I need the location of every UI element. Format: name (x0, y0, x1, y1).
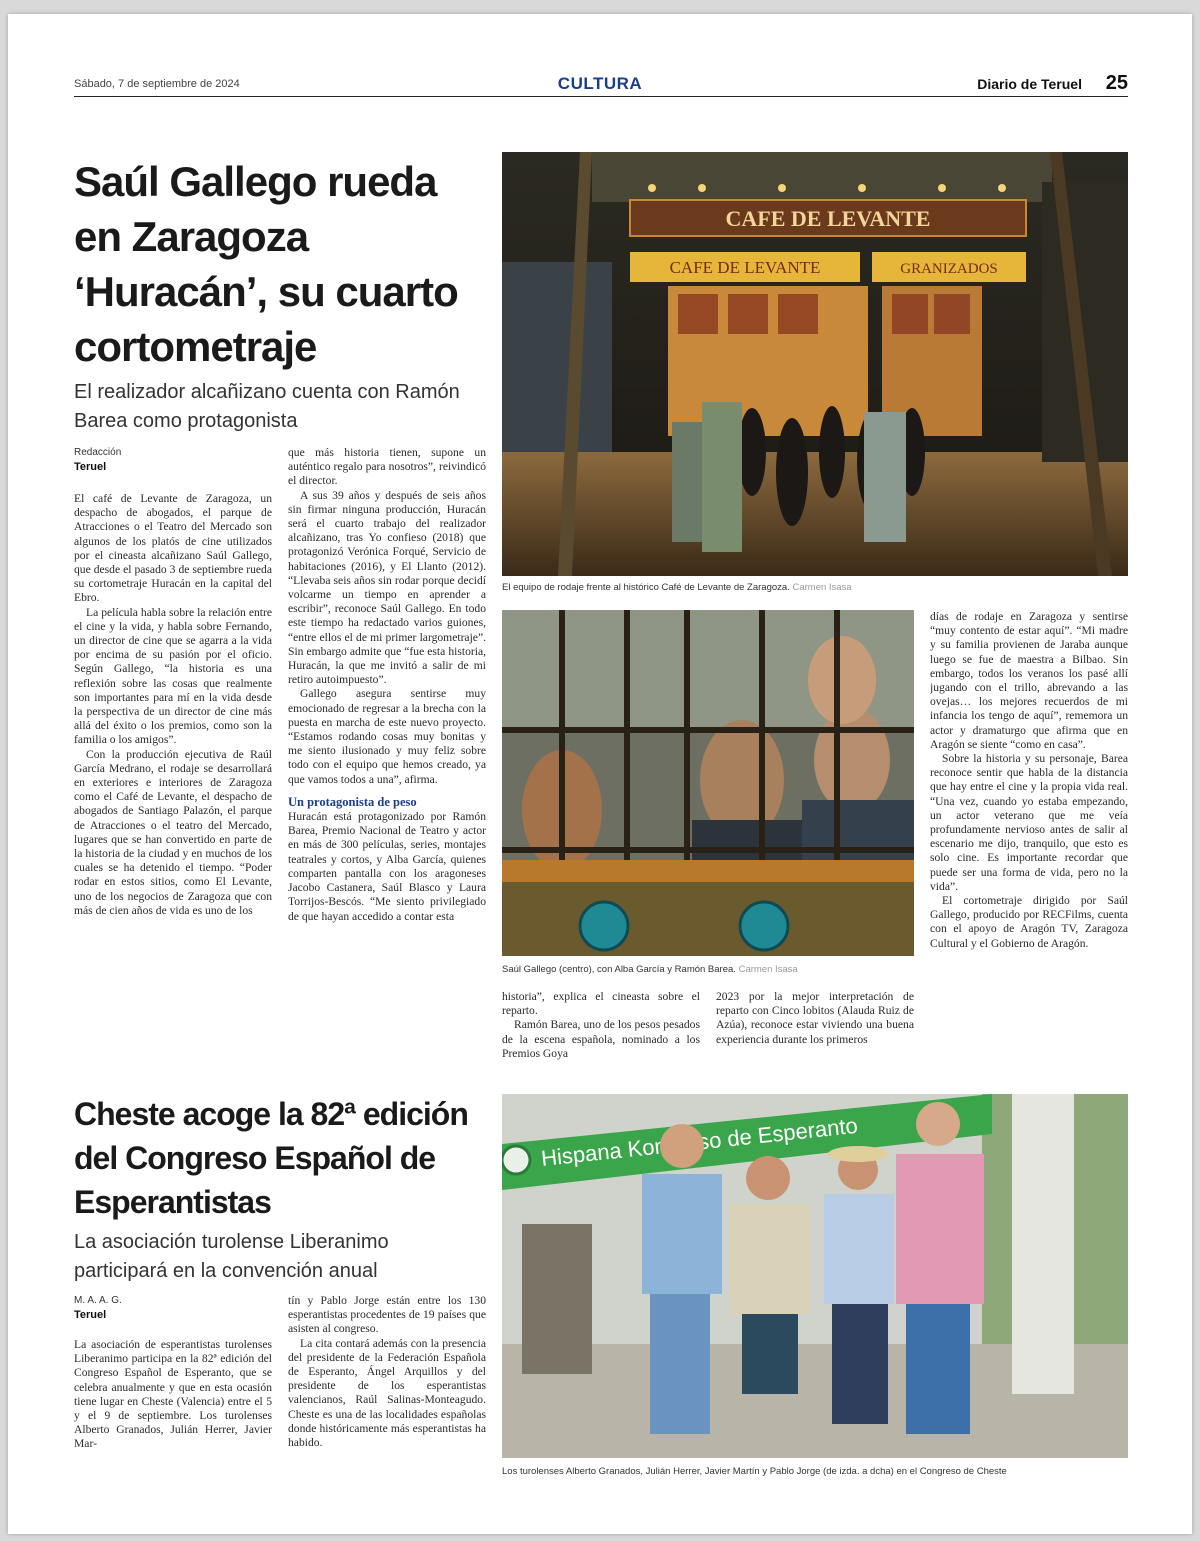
paragraph: días de rodaje en Zaragoza y sentirse “muy contento de estar aquí”. “Mi madre y su familia provienen de Jaraba aunque luego se fue de maestra a Bilbao. Sin embargo, todos los veranos los pasé allí jugando con el trillo, abrevando a las ovejas… los mejores recuerdos de mi infancia los tengo de aquí”, rememora un actor y dramaturgo que afirma que en Aragón se siente “como en casa”. (930, 610, 1128, 751)
photo-credit: Carmen Isasa (738, 964, 798, 975)
article1-column-3 (502, 990, 700, 1072)
subheading: Un protagonista de peso (288, 794, 417, 809)
byline-place: Teruel (74, 1309, 107, 1321)
cafe-photo-illustration (502, 152, 1128, 576)
article2-headline: Cheste acoge la 82ª edición del Congreso Español de Esperantistas (74, 1096, 468, 1220)
article1-column-2 (288, 446, 486, 1072)
window-photo (502, 610, 914, 956)
congress-banner-text: Hispana de Esperanto (539, 1112, 859, 1171)
paragraph: 2023 por la mejor interpretación de reparto con Cinco lobitos (Alauda Ruiz de Azúa), reconoce estar viviendo una buena experiencia durante los primeros (716, 990, 914, 1046)
article2-column-1 (74, 1338, 272, 1478)
byline-author: M. A. A. G. (74, 1295, 122, 1306)
paragraph: A sus 39 años y después de seis años sin firmar ninguna producción, Huracán será el cuarto trabajo del realizador alcañizano, tras Yo confieso (2018) que protagonizó Verónica Forqué, Servicio de habitaciones (2016), y El Llanto (2012). “Llevaba seis años sin rodar porque decidí volcarme un tiempo en aprender a escribir”, reconoce Saúl Gallego. En todo este tiempo ha redactado varios guiones, “entre ellos el de mi primer largometraje”. Sin embargo admite que “fue esta historia, Huracán, la que me invitó a salir de mi retiro autoimpuesto”. (288, 488, 486, 687)
header-rule (74, 96, 1128, 97)
paragraph: Con la producción ejecutiva de Raúl García Medrano, el rodaje se desarrollará en exteriores e interiores de Zaragoza como el Café de Levante, el despacho de abogados de Santiago Palazón, el parque de Atracciones o el teatro del Mercado, lugares que se han convertido en parte de la historia de la ciudad y en muchos de los cuales se ha detenido el tiempo. “Poder rodar en estos sitios, como El Levante, uno de los negocios de Zaragoza que con más de cien años de vida es uno de los (74, 747, 272, 917)
congress-photo-caption: Los turolenses Alberto Granados, Julián Herrer, Javier Martín y Pablo Jorge (de izda. a dcha) en el Congreso de Cheste (502, 1466, 1007, 1477)
congress-photo-illustration (502, 1094, 1128, 1458)
paragraph: Huracán está protagonizado por Ramón Barea, Premio Nacional de Teatro y actor en más de 300 películas, series, montajes teatrales y cortos, y Alba García, quienes comparten pantalla con los aragoneses Jacobo Castanera, Saúl Blasco y Laura Torrijos-Bescós. “Me siento privilegiado de que hayan accedido a contar esta (288, 810, 486, 923)
newspaper-page (8, 14, 1192, 1534)
paragraph: Gallego asegura sentirse muy emocionado de regresar a la brecha con la puesta en marcha de este nuevo proyecto. “Estamos rodando cosas muy bonitas y me siento ilusionado y muy feliz sobre todo con el equipo que hemos creado, ya que vamos todos a una”, afirma. (288, 687, 486, 786)
cafe-right-sign: GRANIZADOS (900, 261, 998, 277)
paragraph: La película habla sobre la relación entre el cine y la vida, y habla sobre Fernando, un director de cine que se agarra a la vida por encima de su pasión por el oficio. Según Gallego, “la historia es una reflexión sobre las cosas que realmente son importantes para mí en la vida desde la perspectiva de un director de cine más allá del éxito o los premios, como son la familia o los amigos”. (74, 605, 272, 747)
article2-subhead: La asociación turolense Liberanimo participará en la convención anual (74, 1231, 389, 1282)
paragraph: tín y Pablo Jorge están entre los 130 esperantistas procedentes de 19 países que asisten al congreso. (288, 1294, 486, 1336)
article1-byline (74, 446, 264, 475)
cafe-left-sign: CAFE DE LEVANTE (669, 258, 821, 277)
article1-headline: Saúl Gallego rueda en Zaragoza ‘Huracán’, su cuarto cortometraje (74, 158, 458, 370)
cafe-photo-caption-line (502, 582, 1128, 593)
page-number: 25 (1105, 72, 1128, 94)
window-photo-illustration (502, 610, 914, 956)
article1-column-5 (930, 610, 1128, 1072)
paragraph: que más historia tienen, supone un auténtico regalo para nosotros”, reivindicó el director. (288, 446, 486, 488)
paragraph: La cita contará además con la presencia del presidente de la Federación Española de Esperanto, Ángel Arquillos y del presidente de los esperantistas valencianos, Raúl Salinas-Monteagudo. Cheste es una de las localidades españolas donde históricamente más esperantistas ha habido. (288, 1336, 486, 1450)
article1-column-4 (716, 990, 914, 1072)
paragraph: historia”, explica el cineasta sobre el reparto. (502, 990, 700, 1018)
photo-caption: Saúl Gallego (centro), con Alba García y Ramón Barea. (502, 964, 736, 975)
paragraph: La asociación de esperantistas turolenses Liberanimo participa en la 82ª edición del Congreso Español de Esperanto, que se celebra anualmente y que en esta ocasión tiene lugar en Cheste (Valencia) entre el 5 y el 9 de septiembre. Los turolenses Alberto Granados, Julián Herrer, Javier Mar- (74, 1338, 272, 1451)
article1-subhead: El realizador alcañizano cuenta con Ramón Barea como protagonista (74, 381, 460, 432)
paragraph: El café de Levante de Zaragoza, un despacho de abogados, el parque de Atracciones o el Teatro del Mercado son algunos de los platós de cine utilizados por el cineasta alcañizano Saúl Gallego, que desde el pasado 3 de septiembre rueda su cortometraje Huracán en la capital del Ebro. (74, 492, 272, 605)
newspaper-brand: Diario de Teruel (977, 76, 1082, 92)
cafe-top-sign: CAFE DE LEVANTE (725, 206, 931, 231)
page-date: Sábado, 7 de septiembre de 2024 (74, 78, 240, 90)
paragraph: El cortometraje dirigido por Saúl Gallego, producido por RECFilms, cuenta con el apoyo de Aragón TV, Zaragoza Cultural y el Gobierno de Aragón. (930, 894, 1128, 950)
photo-credit: Carmen Isasa (792, 582, 852, 593)
section-name: CULTURA (557, 74, 643, 93)
paragraph: Ramón Barea, uno de los pesos pesados de la escena española, nominado a los Premios Goya (502, 1018, 700, 1060)
article2-column-2 (288, 1294, 486, 1478)
paragraph: Sobre la historia y su personaje, Barea reconoce sentir que habla de la distancia que hay entre el cine y la propia vida real. “Una vez, cuando yo estaba empezando, un actor veterano que me veía profundamente nervioso antes de salir al escenario me dijo, tranquilo, que esto es solo cine. Es importante recordar que puede ser una forma de vida, pero no la vida”. (930, 752, 1128, 893)
byline-place: Teruel (74, 461, 107, 473)
article1-column-1 (74, 492, 272, 1072)
article2-byline (74, 1294, 264, 1323)
photo-caption: El equipo de rodaje frente al histórico Café de Levante de Zaragoza. (502, 582, 790, 593)
byline-author: Redacción (74, 447, 122, 458)
cafe-levante-photo (502, 152, 1128, 576)
window-photo-caption-line (502, 964, 914, 975)
congress-photo (502, 1094, 1128, 1458)
